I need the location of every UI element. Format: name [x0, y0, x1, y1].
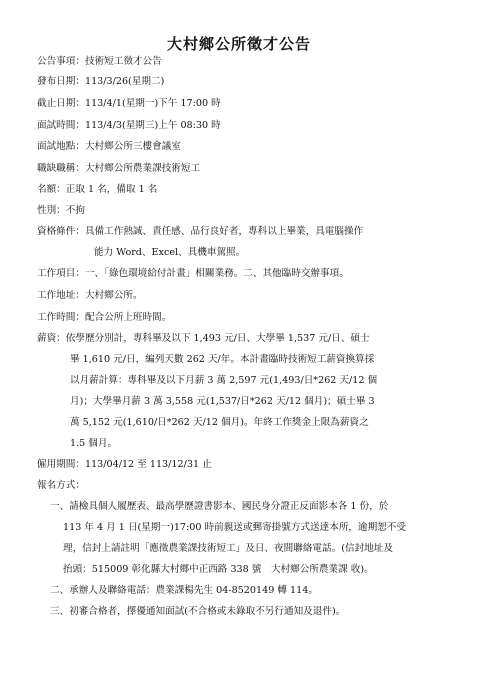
- application-item-1-line-2: 113 年 4 月 1 日(星期一)17:00 時前親送或郵寄掛號方式送達本所，逾期恕不受: [63, 522, 406, 533]
- gender: 性別：不拘: [37, 205, 85, 216]
- interview-time: 面試時間：113/4/3(星期三)上午 08:30 時: [37, 120, 221, 131]
- job-duties: 工作項目：一、「綠色環境給付計畫」相關業務。二、其他臨時交辦事項。: [37, 268, 349, 279]
- application-item-2: 二、承辦人及聯絡電話：農業課楊先生 04-8520149 轉 114。: [50, 585, 318, 596]
- salary-line-4: 月)；大學畢月薪 3 萬 3,558 元(1,537/日*262 天/12 個月)；碩士畢 3: [70, 396, 375, 407]
- work-address: 工作地址：大村鄉公所。: [37, 290, 143, 301]
- page-title: 大村鄉公所徵才公告: [166, 35, 311, 53]
- qualifications-line-2: 能力 Word、Excel、具機車駕照。: [94, 247, 246, 258]
- salary-line-1: 薪資：依學歷分別計，專科畢及以下 1,493 元/日、大學畢 1,537 元/日、碩士: [37, 333, 370, 344]
- application-item-1-line-1: 一、請檢具個人履歷表、最高學歷證書影本、國民身分證正反面影本各 1 份，於: [50, 501, 389, 512]
- deadline-date: 截止日期：113/4/1(星期一)下午 17:00 時: [37, 98, 221, 109]
- interview-location: 面試地點：大村鄉公所三樓會議室: [37, 141, 181, 152]
- announcement-subject: 公告事項：技術短工徵才公告: [37, 56, 162, 67]
- salary-line-3: 以月薪計算：專科畢及以下月薪 3 萬 2,597 元(1,493/日*262 天/12 個: [70, 375, 378, 386]
- application-method-heading: 報名方式：: [37, 480, 85, 491]
- salary-line-6: 1.5 個月。: [70, 438, 118, 449]
- application-item-1-line-3: 理，信封上請註明「應徵農業課技術短工」及日、夜間聯絡電話。(信封地址及: [63, 543, 393, 554]
- quota: 名額：正取 1 名，備取 1 名: [37, 184, 158, 195]
- application-item-1-line-4: 抬頭：515009 彰化縣大村鄉中正西路 338 號 大村鄉公所農業課 收)。: [63, 564, 374, 575]
- job-title: 職缺職稱：大村鄉公所農業課技術短工: [37, 163, 201, 174]
- salary-line-5: 萬 5,152 元(1,610/日*262 天/12 個月)。年終工作獎金上限為薪資之: [70, 417, 369, 428]
- publish-date: 發布日期：113/3/26(星期二): [37, 76, 165, 87]
- employment-period: 僱用期間：113/04/12 至 113/12/31 止: [37, 459, 212, 470]
- qualifications-line-1: 資格條件：具備工作熱誠、責任感、品行良好者，專科以上畢業，具電腦操作: [37, 226, 364, 237]
- work-hours: 工作時間：配合公所上班時間。: [37, 312, 172, 323]
- application-item-3: 三、初審合格者，擇優通知面試(不合格或未錄取不另行通知及退件)。: [50, 606, 346, 617]
- salary-line-2: 畢 1,610 元/日，編列天數 262 天/年。本計畫臨時技術短工薪資換算採: [70, 354, 375, 365]
